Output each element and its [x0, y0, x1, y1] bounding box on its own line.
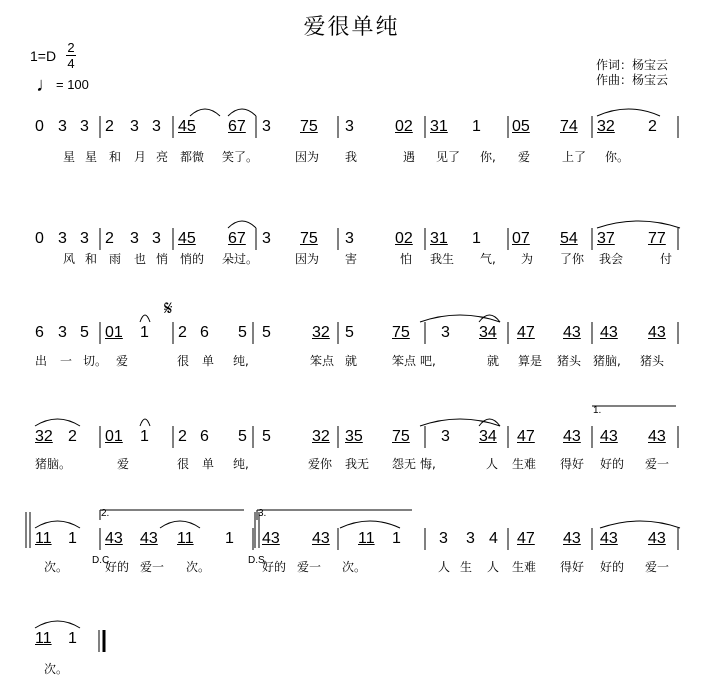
lyric-syllable: 爱一: [297, 560, 322, 574]
lyric-syllable: 一: [60, 354, 73, 368]
note: 77: [648, 230, 666, 247]
note: 3: [58, 324, 67, 341]
lyric-syllable: 因为: [295, 252, 320, 266]
lyric-syllable: 你,: [480, 150, 496, 164]
lyric-syllable: 我生: [430, 252, 455, 266]
time-signature-top: 2: [67, 40, 75, 55]
note: 43: [600, 324, 618, 341]
lyric-syllable: 悄的: [180, 252, 205, 266]
note: 32: [312, 324, 330, 341]
slur: [228, 109, 256, 116]
lyric-syllable: 人: [438, 560, 451, 574]
note: 3: [466, 530, 475, 547]
lyric-syllable: 害: [345, 252, 358, 266]
lyric-syllable: 得好: [560, 560, 585, 574]
lyric-syllable: 出: [35, 354, 48, 368]
slur: [600, 521, 680, 528]
note: 31: [430, 230, 448, 247]
note: 43: [563, 530, 581, 547]
lyric-syllable: 也: [134, 252, 147, 266]
slur: [597, 109, 660, 116]
note: 3: [58, 118, 67, 135]
lyric-syllable: 生难: [512, 560, 537, 574]
note: 67: [228, 230, 246, 247]
lyric-syllable: 次。: [186, 560, 211, 574]
note: 3: [345, 230, 354, 247]
note: 75: [392, 428, 410, 445]
lyric-syllable: 得好: [560, 457, 585, 471]
note: 67: [228, 118, 246, 135]
lyric-syllable: 好的: [600, 457, 625, 471]
note: 2: [105, 230, 114, 247]
lyric-syllable: 为: [521, 252, 534, 266]
note: 1: [392, 530, 401, 547]
time-signature-bottom: 4: [67, 56, 75, 71]
lyric-syllable: 笨点: [310, 354, 335, 368]
note: 32: [35, 428, 53, 445]
key-signature: 1=D: [30, 48, 57, 64]
lyric-syllable: 你。: [605, 150, 630, 164]
lyric-syllable: 好的: [600, 560, 625, 574]
note: 43: [105, 530, 123, 547]
note: 43: [563, 324, 581, 341]
lyric-syllable: 生难: [512, 457, 537, 471]
note: 3: [345, 118, 354, 135]
slur: [597, 221, 680, 228]
lyric-syllable: 次。: [44, 662, 69, 676]
lyric-syllable: 吧,: [420, 354, 436, 368]
lyric-syllable: 人: [486, 457, 499, 471]
ending-3-label: 3.: [258, 508, 267, 519]
note: 05: [512, 118, 530, 135]
lyric-syllable: 爱: [518, 150, 531, 164]
note: 47: [517, 428, 535, 445]
ending-2-label: 2.: [101, 508, 110, 519]
note: 75: [300, 118, 318, 135]
page-title: 爱很单纯: [303, 15, 400, 40]
note: 3: [441, 428, 450, 445]
lyric-syllable: 我会: [599, 252, 624, 266]
note: 5: [238, 324, 247, 341]
note: 3: [130, 118, 139, 135]
lyric-syllable: 怕: [400, 252, 413, 266]
lyric-syllable: 爱一: [645, 560, 670, 574]
lyric-syllable: 猪脑,: [593, 354, 621, 368]
note: 43: [648, 428, 666, 445]
note: 75: [300, 230, 318, 247]
note: 07: [512, 230, 530, 247]
note: 2: [68, 428, 77, 445]
lyric-syllable: 星: [85, 150, 98, 164]
slur: [160, 521, 200, 528]
slur: [35, 419, 80, 426]
lyricist-credit: 作词：杨宝云: [596, 58, 669, 72]
lyric-syllable: 生: [460, 560, 473, 574]
note: 5: [262, 428, 271, 445]
lyric-syllable: 笑了。: [222, 150, 259, 164]
note: 3: [262, 230, 271, 247]
lyric-syllable: 爱: [116, 354, 129, 368]
note: 32: [312, 428, 330, 445]
lyric-syllable: 悄: [156, 252, 169, 266]
note: 31: [430, 118, 448, 135]
lyric-syllable: 爱一: [140, 560, 165, 574]
note: 3: [262, 118, 271, 135]
note: 6: [200, 428, 209, 445]
tempo-value: = 100: [56, 77, 89, 92]
note: 43: [140, 530, 158, 547]
lyric-syllable: 因为: [295, 150, 320, 164]
lyric-syllable: 怨无: [392, 457, 417, 471]
slur: [140, 419, 150, 426]
lyric-syllable: 我: [345, 150, 358, 164]
slur: [190, 109, 220, 116]
lyric-syllable: 爱: [117, 457, 130, 471]
note: 01: [105, 324, 123, 341]
note: 37: [597, 230, 615, 247]
note: 11: [35, 530, 52, 547]
slur: [140, 315, 150, 322]
note: 34: [479, 428, 497, 445]
lyric-syllable: 好的: [105, 560, 130, 574]
note: 11: [358, 530, 375, 547]
note: 0: [35, 118, 44, 135]
note: 1: [68, 630, 77, 647]
lyric-syllable: 悔,: [420, 457, 436, 471]
note: 5: [238, 428, 247, 445]
note: 3: [441, 324, 450, 341]
note: 1: [68, 530, 77, 547]
lyric-syllable: 和: [109, 150, 122, 164]
slur: [228, 221, 256, 228]
lyric-syllable: 亮: [156, 150, 169, 164]
segno-sign: 𝄋: [164, 296, 173, 320]
note: 1: [140, 324, 149, 341]
lyric-syllable: 了你: [560, 252, 585, 266]
quarter-note-icon: ♩: [36, 74, 56, 96]
lyric-syllable: 气,: [480, 252, 496, 266]
note: 2: [178, 428, 187, 445]
lyric-syllable: 雨: [109, 252, 122, 266]
note: 45: [178, 118, 196, 135]
lyric-syllable: 猪头: [557, 354, 582, 368]
note: 4: [489, 530, 498, 547]
lyric-syllable: 上了: [562, 150, 587, 164]
note: 1: [140, 428, 149, 445]
note: 1: [472, 118, 481, 135]
lyric-syllable: 切。: [83, 354, 108, 368]
note: 47: [517, 324, 535, 341]
note: 1: [472, 230, 481, 247]
note: 35: [345, 428, 363, 445]
note: 43: [648, 324, 666, 341]
lyric-syllable: 付: [660, 252, 673, 266]
note: 5: [345, 324, 354, 341]
note: 11: [35, 630, 52, 647]
lyric-syllable: 笨点: [392, 354, 417, 368]
slur: [340, 521, 400, 528]
lyric-syllable: 纯,: [233, 457, 249, 471]
note: 75: [392, 324, 410, 341]
lyric-syllable: 风: [63, 252, 76, 266]
lyric-syllable: 猪头: [640, 354, 665, 368]
lyric-syllable: 爱你: [308, 457, 333, 471]
note: 45: [178, 230, 196, 247]
note: 43: [563, 428, 581, 445]
note: 3: [80, 230, 89, 247]
note: 34: [479, 324, 497, 341]
lyric-syllable: 次。: [342, 560, 367, 574]
lyric-syllable: 人: [487, 560, 500, 574]
note: 43: [312, 530, 330, 547]
lyric-syllable: 算是: [518, 354, 543, 368]
note: 02: [395, 230, 413, 247]
lyric-syllable: 见了: [436, 150, 461, 164]
note: 3: [439, 530, 448, 547]
lyric-syllable: 爱一: [645, 457, 670, 471]
note: 2: [178, 324, 187, 341]
slur: [420, 315, 500, 322]
lyric-syllable: 都微: [180, 150, 205, 164]
dal-segno-mark: D.S.: [248, 555, 268, 566]
note: 01: [105, 428, 123, 445]
note: 43: [600, 530, 618, 547]
lyric-syllable: 纯,: [233, 354, 249, 368]
ending-1-label: 1.: [593, 405, 602, 416]
note: 43: [600, 428, 618, 445]
note: 3: [130, 230, 139, 247]
lyric-syllable: 和: [85, 252, 98, 266]
note: 3: [152, 230, 161, 247]
slur: [420, 419, 500, 426]
note: 54: [560, 230, 578, 247]
lyric-syllable: 很: [177, 354, 190, 368]
lyric-syllable: 朵过。: [222, 252, 259, 266]
lyric-syllable: 遇: [403, 150, 416, 164]
lyric-syllable: 星: [63, 150, 76, 164]
note: 1: [225, 530, 234, 547]
note: 47: [517, 530, 535, 547]
lyric-syllable: 我无: [345, 457, 370, 471]
note: 5: [262, 324, 271, 341]
slur: [35, 621, 80, 628]
lyric-syllable: 很: [177, 457, 190, 471]
composer-credit: 作曲：杨宝云: [596, 73, 669, 87]
note: 6: [200, 324, 209, 341]
note: 0: [35, 230, 44, 247]
note: 3: [152, 118, 161, 135]
note: 3: [80, 118, 89, 135]
note: 11: [177, 530, 194, 547]
lyric-syllable: 猪脑。: [35, 457, 72, 471]
lyric-syllable: 单: [202, 457, 215, 471]
note: 02: [395, 118, 413, 135]
note: 74: [560, 118, 578, 135]
note: 3: [58, 230, 67, 247]
note: 2: [105, 118, 114, 135]
lyric-syllable: 就: [487, 354, 500, 368]
da-capo-mark: D.C.: [92, 555, 112, 566]
note: 6: [35, 324, 44, 341]
slur: [35, 521, 80, 528]
note: 43: [262, 530, 280, 547]
note: 32: [597, 118, 615, 135]
lyric-syllable: 月: [134, 150, 147, 164]
lyric-syllable: 就: [345, 354, 358, 368]
lyric-syllable: 单: [202, 354, 215, 368]
note: 43: [648, 530, 666, 547]
lyric-syllable: 好的: [262, 560, 287, 574]
lyric-syllable: 次。: [44, 560, 69, 574]
note: 2: [648, 118, 657, 135]
note: 5: [80, 324, 89, 341]
